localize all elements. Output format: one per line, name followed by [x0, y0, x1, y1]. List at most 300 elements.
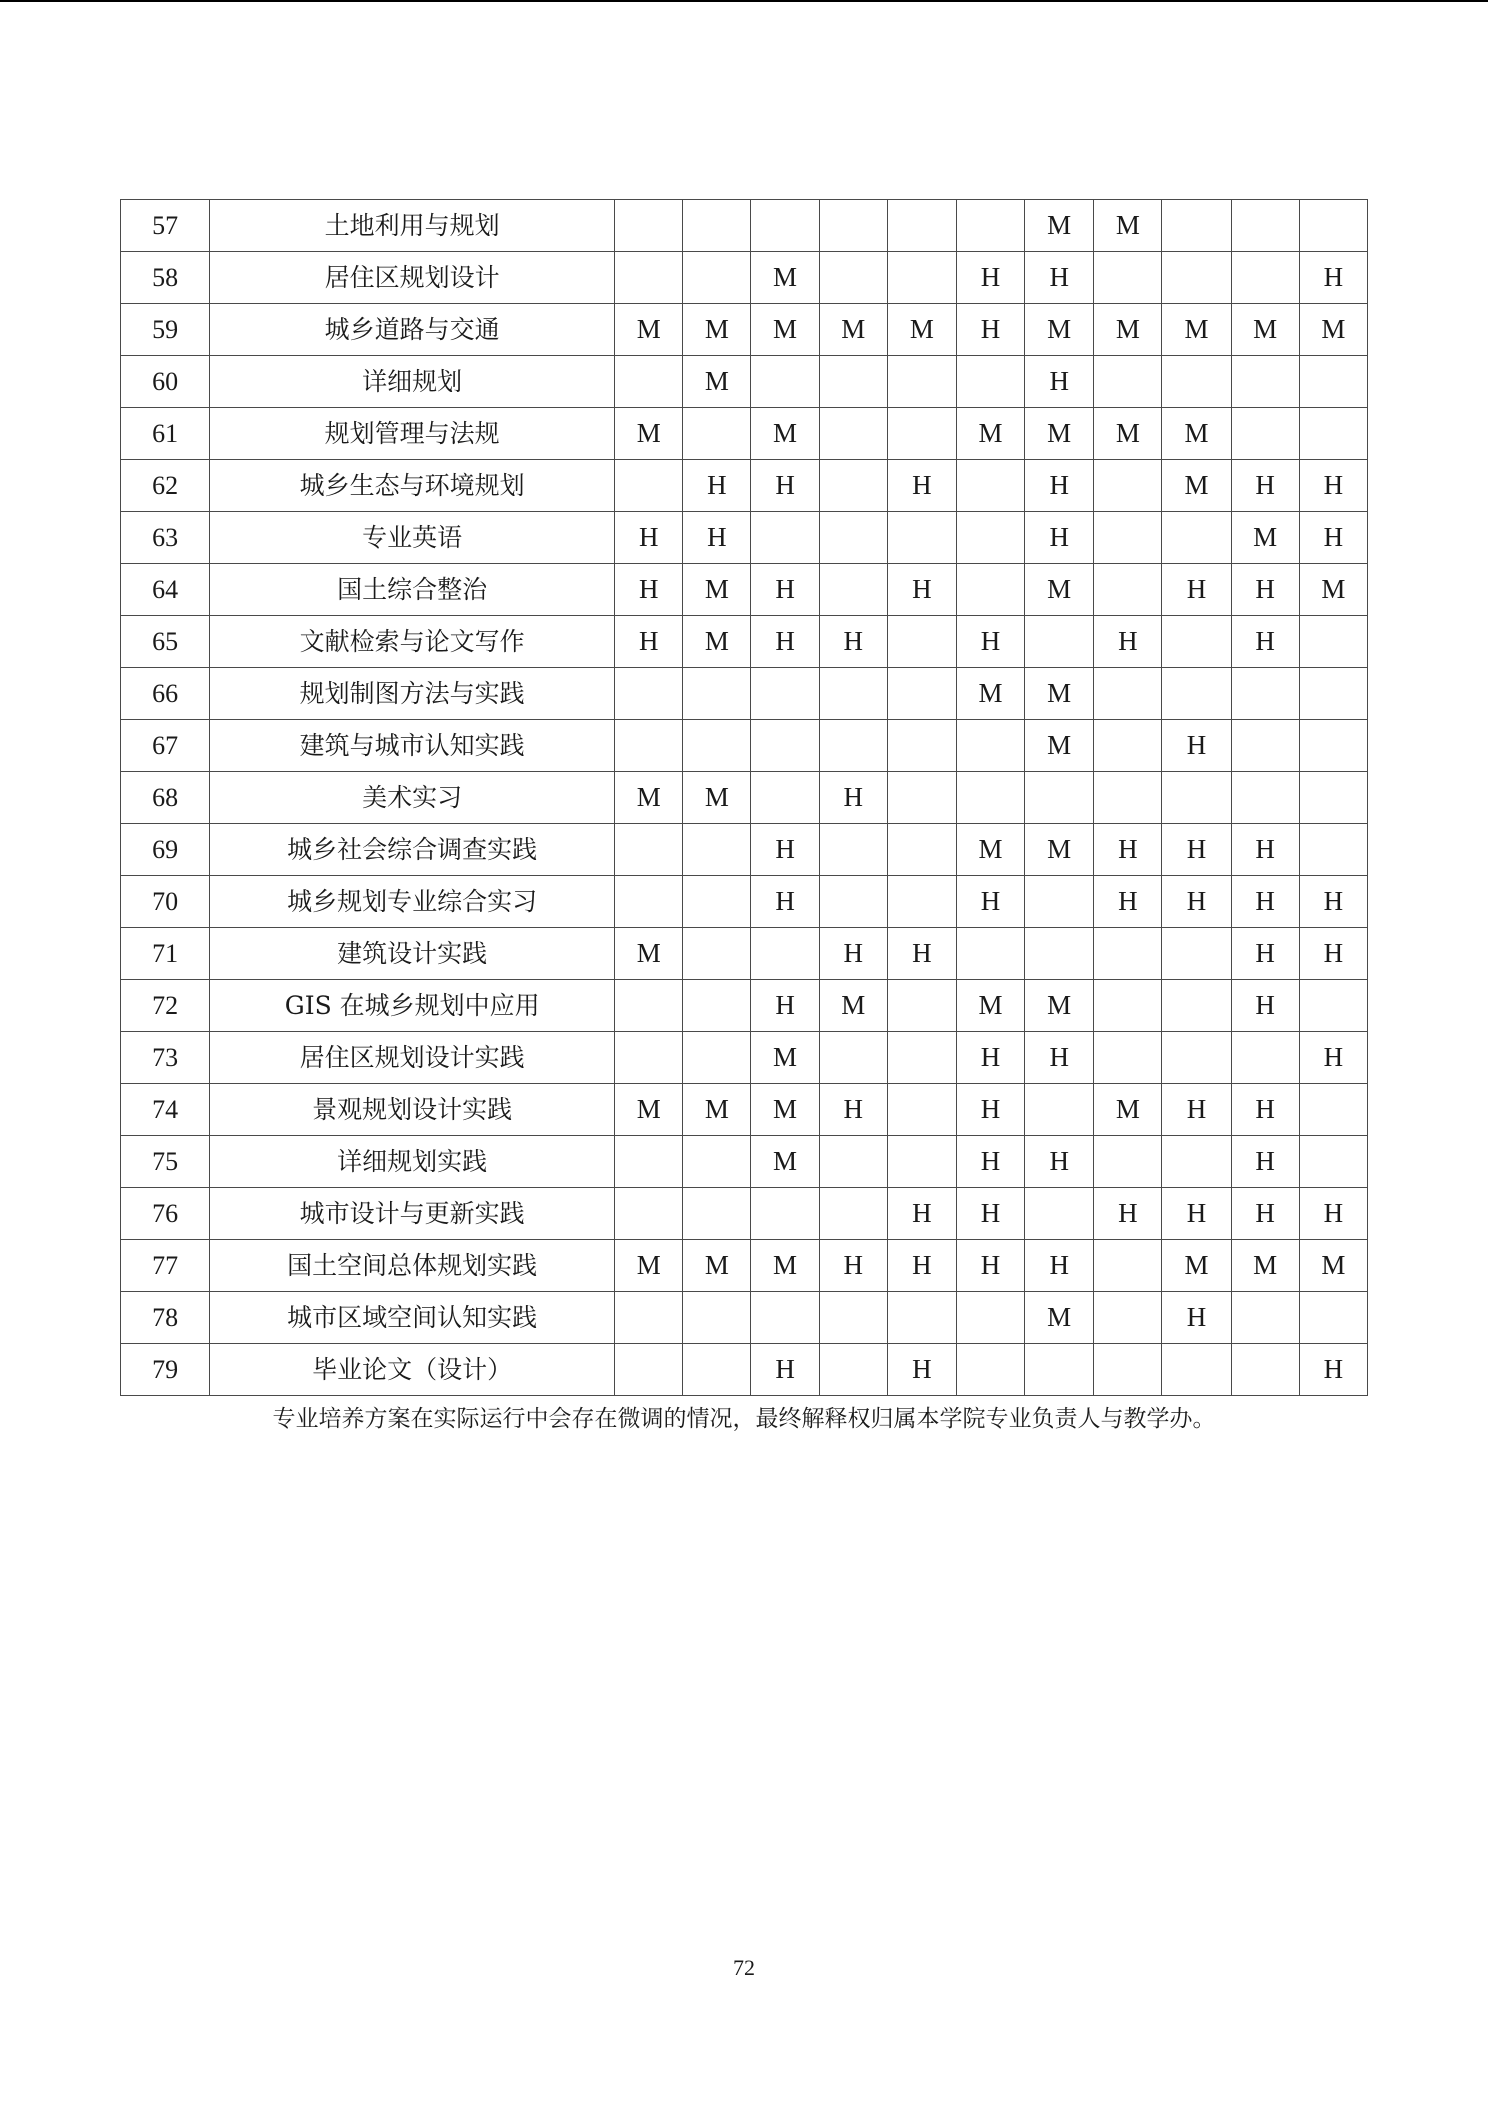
support-level-cell: H — [751, 564, 819, 616]
support-level-cell — [1094, 564, 1162, 616]
course-name: 美术实习 — [210, 772, 615, 824]
row-number: 58 — [121, 252, 210, 304]
support-level-cell — [956, 356, 1024, 408]
table-row — [121, 1084, 1368, 1136]
support-level-cell — [615, 876, 683, 928]
support-level-cell — [683, 980, 751, 1032]
table-row — [121, 1188, 1368, 1240]
row-number: 74 — [121, 1084, 210, 1136]
support-level-cell: H — [887, 1344, 956, 1396]
row-number: 78 — [121, 1292, 210, 1344]
course-name: 文献检索与论文写作 — [210, 616, 615, 668]
row-number: 63 — [121, 512, 210, 564]
support-level-cell — [683, 1032, 751, 1084]
support-level-cell — [887, 720, 956, 772]
support-level-cell: H — [615, 512, 683, 564]
support-level-cell: H — [956, 304, 1024, 356]
row-number: 60 — [121, 356, 210, 408]
support-level-cell: H — [1299, 252, 1367, 304]
support-level-cell: M — [683, 1240, 751, 1292]
course-name: 居住区规划设计实践 — [210, 1032, 615, 1084]
support-level-cell: H — [1231, 460, 1299, 512]
table-row — [121, 928, 1368, 980]
table-row — [121, 1344, 1368, 1396]
support-level-cell: H — [1231, 980, 1299, 1032]
course-name: 城乡生态与环境规划 — [210, 460, 615, 512]
support-level-cell — [1162, 200, 1231, 252]
support-level-cell — [615, 1136, 683, 1188]
support-level-cell: H — [1094, 1188, 1162, 1240]
support-level-cell — [887, 408, 956, 460]
support-level-cell — [751, 200, 819, 252]
support-level-cell — [751, 512, 819, 564]
support-level-cell — [1299, 772, 1367, 824]
support-level-cell: H — [1025, 460, 1094, 512]
support-level-cell: M — [1162, 408, 1231, 460]
support-level-cell: H — [683, 512, 751, 564]
support-level-cell — [1299, 200, 1367, 252]
support-level-cell: M — [683, 616, 751, 668]
table-row — [121, 876, 1368, 928]
course-name: 国土综合整治 — [210, 564, 615, 616]
support-level-cell — [615, 980, 683, 1032]
support-level-cell: M — [683, 356, 751, 408]
support-level-cell: M — [1162, 460, 1231, 512]
support-level-cell — [1299, 1136, 1367, 1188]
support-level-cell: H — [1025, 512, 1094, 564]
support-level-cell — [1094, 772, 1162, 824]
support-level-cell — [1094, 460, 1162, 512]
support-level-cell — [819, 1292, 887, 1344]
support-level-cell — [1299, 980, 1367, 1032]
table-row — [121, 668, 1368, 720]
support-level-cell: H — [956, 1032, 1024, 1084]
support-level-cell: M — [615, 1084, 683, 1136]
support-level-cell — [819, 1344, 887, 1396]
support-level-cell — [1094, 1344, 1162, 1396]
support-level-cell — [887, 1032, 956, 1084]
table-row — [121, 304, 1368, 356]
support-level-cell — [956, 460, 1024, 512]
row-number: 73 — [121, 1032, 210, 1084]
course-name: 城乡规划专业综合实习 — [210, 876, 615, 928]
support-level-cell: H — [1299, 876, 1367, 928]
support-level-cell — [1025, 772, 1094, 824]
support-level-cell — [1299, 668, 1367, 720]
table-row — [121, 460, 1368, 512]
support-level-cell — [1162, 1032, 1231, 1084]
row-number: 65 — [121, 616, 210, 668]
support-level-cell — [1025, 1084, 1094, 1136]
support-level-cell: H — [1162, 1084, 1231, 1136]
support-level-cell: H — [819, 1084, 887, 1136]
support-level-cell — [956, 1292, 1024, 1344]
support-level-cell — [1094, 1136, 1162, 1188]
support-level-cell: M — [1231, 512, 1299, 564]
support-level-cell — [751, 356, 819, 408]
support-level-cell: H — [819, 928, 887, 980]
support-level-cell: M — [956, 668, 1024, 720]
support-level-cell — [819, 720, 887, 772]
support-level-cell — [683, 876, 751, 928]
support-level-cell — [819, 824, 887, 876]
support-level-cell: M — [956, 408, 1024, 460]
support-level-cell — [615, 1032, 683, 1084]
support-level-cell: M — [1025, 564, 1094, 616]
support-level-cell: M — [683, 304, 751, 356]
support-level-cell: M — [683, 772, 751, 824]
support-level-cell: M — [1094, 200, 1162, 252]
support-level-cell — [819, 564, 887, 616]
table-row — [121, 512, 1368, 564]
support-level-cell — [1299, 408, 1367, 460]
row-number: 57 — [121, 200, 210, 252]
table-row — [121, 408, 1368, 460]
support-level-cell: H — [956, 252, 1024, 304]
table-row — [121, 720, 1368, 772]
support-level-cell — [1299, 616, 1367, 668]
support-level-cell — [1231, 1032, 1299, 1084]
table-row — [121, 824, 1368, 876]
row-number: 75 — [121, 1136, 210, 1188]
support-level-cell: H — [887, 1240, 956, 1292]
support-level-cell: H — [1231, 616, 1299, 668]
support-level-cell: H — [956, 876, 1024, 928]
course-name: 国土空间总体规划实践 — [210, 1240, 615, 1292]
support-level-cell — [1162, 356, 1231, 408]
support-level-cell — [1231, 720, 1299, 772]
support-level-cell: H — [1162, 876, 1231, 928]
footnote: 专业培养方案在实际运行中会存在微调的情况，最终解释权归属本学院专业负责人与教学办。 — [272, 1406, 1216, 1432]
support-level-cell — [956, 772, 1024, 824]
support-level-cell — [887, 772, 956, 824]
support-level-cell: H — [1025, 356, 1094, 408]
support-level-cell — [1094, 980, 1162, 1032]
support-level-cell — [751, 928, 819, 980]
course-name: 景观规划设计实践 — [210, 1084, 615, 1136]
support-level-cell: M — [819, 304, 887, 356]
support-level-cell — [1162, 252, 1231, 304]
support-level-cell: M — [1094, 408, 1162, 460]
support-level-cell — [1025, 1344, 1094, 1396]
support-level-cell — [1231, 200, 1299, 252]
support-level-cell — [819, 668, 887, 720]
course-name: GIS 在城乡规划中应用 — [210, 980, 615, 1032]
course-name: 居住区规划设计 — [210, 252, 615, 304]
support-level-cell: H — [1162, 824, 1231, 876]
support-level-cell — [1231, 408, 1299, 460]
support-level-cell: H — [1299, 928, 1367, 980]
support-level-cell — [615, 1344, 683, 1396]
support-level-cell — [1231, 356, 1299, 408]
support-level-cell: M — [751, 408, 819, 460]
row-number: 77 — [121, 1240, 210, 1292]
support-level-cell — [1162, 512, 1231, 564]
support-level-cell: M — [1231, 304, 1299, 356]
support-level-cell: M — [956, 824, 1024, 876]
support-level-cell — [1094, 1240, 1162, 1292]
support-level-cell — [615, 824, 683, 876]
table-row — [121, 356, 1368, 408]
support-level-cell — [683, 200, 751, 252]
support-level-cell: M — [1025, 824, 1094, 876]
row-number: 67 — [121, 720, 210, 772]
support-level-cell — [819, 512, 887, 564]
support-level-cell: M — [1025, 1292, 1094, 1344]
support-level-cell — [819, 460, 887, 512]
course-name: 建筑与城市认知实践 — [210, 720, 615, 772]
support-level-cell: H — [956, 1084, 1024, 1136]
support-level-cell — [1231, 772, 1299, 824]
support-level-cell — [683, 720, 751, 772]
support-level-cell: M — [683, 564, 751, 616]
support-level-cell: H — [615, 564, 683, 616]
support-level-cell — [1299, 720, 1367, 772]
support-level-cell: H — [956, 616, 1024, 668]
support-level-cell: H — [751, 1344, 819, 1396]
support-level-cell — [615, 1292, 683, 1344]
support-level-cell: H — [1025, 1240, 1094, 1292]
support-level-cell: M — [956, 980, 1024, 1032]
support-level-cell — [887, 1136, 956, 1188]
support-level-cell — [683, 928, 751, 980]
support-level-cell — [1231, 1344, 1299, 1396]
support-level-cell — [751, 772, 819, 824]
course-name: 城乡社会综合调查实践 — [210, 824, 615, 876]
support-level-cell: H — [1231, 1188, 1299, 1240]
support-level-cell: H — [1094, 824, 1162, 876]
table-row — [121, 772, 1368, 824]
support-level-cell: M — [1162, 1240, 1231, 1292]
support-level-cell — [1094, 252, 1162, 304]
support-level-cell — [1162, 1136, 1231, 1188]
support-level-cell: H — [1025, 1136, 1094, 1188]
support-level-cell — [887, 252, 956, 304]
support-level-cell: M — [751, 1032, 819, 1084]
support-level-cell — [683, 408, 751, 460]
course-name: 毕业论文（设计） — [210, 1344, 615, 1396]
course-name: 土地利用与规划 — [210, 200, 615, 252]
support-level-cell: M — [751, 1136, 819, 1188]
table-row — [121, 200, 1368, 252]
support-level-cell — [887, 1084, 956, 1136]
support-level-cell: H — [751, 980, 819, 1032]
support-level-cell — [1094, 512, 1162, 564]
support-level-cell — [615, 1188, 683, 1240]
support-level-cell — [1299, 1084, 1367, 1136]
support-level-cell: H — [1025, 252, 1094, 304]
support-level-cell — [1162, 616, 1231, 668]
support-level-cell — [1299, 356, 1367, 408]
matrix-body — [121, 200, 1368, 1396]
support-level-cell: H — [1162, 1292, 1231, 1344]
support-level-cell — [1231, 668, 1299, 720]
support-level-cell: H — [819, 772, 887, 824]
support-level-cell: H — [751, 824, 819, 876]
row-number: 68 — [121, 772, 210, 824]
support-level-cell: M — [1299, 304, 1367, 356]
support-level-cell: H — [1231, 876, 1299, 928]
support-level-cell — [683, 1136, 751, 1188]
support-level-cell — [819, 356, 887, 408]
support-level-cell: H — [956, 1136, 1024, 1188]
support-level-cell: H — [615, 616, 683, 668]
support-level-cell — [1299, 1292, 1367, 1344]
support-level-cell: H — [1231, 1136, 1299, 1188]
support-level-cell: M — [1025, 304, 1094, 356]
support-level-cell — [751, 720, 819, 772]
support-level-cell: H — [751, 460, 819, 512]
support-level-cell — [683, 1188, 751, 1240]
support-level-cell — [887, 356, 956, 408]
table-row — [121, 1032, 1368, 1084]
page-top-rule — [0, 0, 1488, 2]
support-level-cell: H — [1299, 512, 1367, 564]
row-number: 64 — [121, 564, 210, 616]
support-level-cell — [1094, 668, 1162, 720]
support-level-cell — [1025, 876, 1094, 928]
support-level-cell: H — [956, 1188, 1024, 1240]
row-number: 72 — [121, 980, 210, 1032]
support-level-cell — [887, 200, 956, 252]
support-level-cell: M — [887, 304, 956, 356]
support-level-cell: M — [1025, 200, 1094, 252]
support-level-cell — [683, 252, 751, 304]
support-level-cell — [819, 200, 887, 252]
support-level-cell — [1094, 356, 1162, 408]
course-name: 建筑设计实践 — [210, 928, 615, 980]
support-level-cell — [1094, 1032, 1162, 1084]
support-level-cell — [615, 668, 683, 720]
support-level-cell — [683, 824, 751, 876]
support-level-cell — [956, 512, 1024, 564]
support-level-cell: H — [1162, 564, 1231, 616]
support-level-cell: M — [1025, 408, 1094, 460]
support-level-cell — [956, 1344, 1024, 1396]
support-level-cell: H — [1299, 460, 1367, 512]
support-level-cell — [887, 824, 956, 876]
support-level-cell — [751, 668, 819, 720]
support-level-cell: M — [683, 1084, 751, 1136]
support-level-cell: M — [751, 1084, 819, 1136]
support-level-cell: H — [819, 616, 887, 668]
support-level-cell: M — [1025, 720, 1094, 772]
row-number: 70 — [121, 876, 210, 928]
support-level-cell — [1162, 928, 1231, 980]
support-level-cell: H — [1162, 1188, 1231, 1240]
support-level-cell: H — [1231, 1084, 1299, 1136]
course-name: 规划管理与法规 — [210, 408, 615, 460]
support-level-cell — [1299, 824, 1367, 876]
table-row — [121, 252, 1368, 304]
support-level-cell: M — [1025, 980, 1094, 1032]
support-level-cell — [1162, 1344, 1231, 1396]
row-number: 59 — [121, 304, 210, 356]
support-level-cell — [683, 1292, 751, 1344]
support-level-cell — [683, 668, 751, 720]
support-level-cell: H — [1299, 1344, 1367, 1396]
support-level-cell: M — [615, 772, 683, 824]
support-level-cell: M — [1094, 1084, 1162, 1136]
support-level-cell: H — [887, 928, 956, 980]
support-level-cell: H — [887, 1188, 956, 1240]
row-number: 66 — [121, 668, 210, 720]
support-level-cell — [615, 200, 683, 252]
support-level-cell: H — [1231, 928, 1299, 980]
support-level-cell: H — [1231, 824, 1299, 876]
support-level-cell — [887, 512, 956, 564]
support-level-cell: H — [683, 460, 751, 512]
support-level-cell: H — [751, 616, 819, 668]
course-name: 城市区域空间认知实践 — [210, 1292, 615, 1344]
support-level-cell: M — [751, 304, 819, 356]
support-level-cell: H — [1231, 564, 1299, 616]
support-level-cell — [1094, 720, 1162, 772]
course-name: 规划制图方法与实践 — [210, 668, 615, 720]
support-level-cell: M — [1299, 1240, 1367, 1292]
support-level-cell — [751, 1188, 819, 1240]
support-level-cell: H — [1025, 1032, 1094, 1084]
support-level-cell: M — [751, 252, 819, 304]
support-level-cell — [887, 1292, 956, 1344]
support-level-cell: M — [615, 928, 683, 980]
support-level-cell — [615, 720, 683, 772]
row-number: 79 — [121, 1344, 210, 1396]
support-level-cell: M — [1231, 1240, 1299, 1292]
support-level-cell — [1231, 252, 1299, 304]
support-level-cell — [819, 408, 887, 460]
support-level-cell — [1162, 772, 1231, 824]
course-name: 详细规划实践 — [210, 1136, 615, 1188]
table-row — [121, 564, 1368, 616]
course-name: 城乡道路与交通 — [210, 304, 615, 356]
support-level-cell: H — [1299, 1032, 1367, 1084]
support-level-cell — [887, 616, 956, 668]
support-level-cell: H — [1094, 616, 1162, 668]
page-number: 72 — [733, 1955, 755, 1980]
support-level-cell: H — [887, 460, 956, 512]
support-level-cell — [819, 1188, 887, 1240]
support-level-cell: M — [1094, 304, 1162, 356]
support-level-cell: H — [1299, 1188, 1367, 1240]
support-level-cell: H — [751, 876, 819, 928]
support-level-cell: M — [615, 1240, 683, 1292]
course-name: 专业英语 — [210, 512, 615, 564]
support-level-cell — [887, 980, 956, 1032]
support-level-cell: M — [1299, 564, 1367, 616]
row-number: 71 — [121, 928, 210, 980]
support-level-cell — [751, 1292, 819, 1344]
support-level-cell — [819, 876, 887, 928]
course-name: 城市设计与更新实践 — [210, 1188, 615, 1240]
support-level-cell — [1094, 1292, 1162, 1344]
support-level-cell — [615, 356, 683, 408]
row-number: 76 — [121, 1188, 210, 1240]
support-level-cell: M — [819, 980, 887, 1032]
support-level-cell — [1231, 1292, 1299, 1344]
support-level-cell: M — [751, 1240, 819, 1292]
support-level-cell — [1025, 1188, 1094, 1240]
row-number: 69 — [121, 824, 210, 876]
table-row — [121, 980, 1368, 1032]
course-requirement-matrix — [120, 199, 1368, 1396]
support-level-cell: H — [887, 564, 956, 616]
support-level-cell — [956, 720, 1024, 772]
support-level-cell — [956, 928, 1024, 980]
support-level-cell — [819, 1032, 887, 1084]
course-name: 详细规划 — [210, 356, 615, 408]
support-level-cell — [1162, 980, 1231, 1032]
